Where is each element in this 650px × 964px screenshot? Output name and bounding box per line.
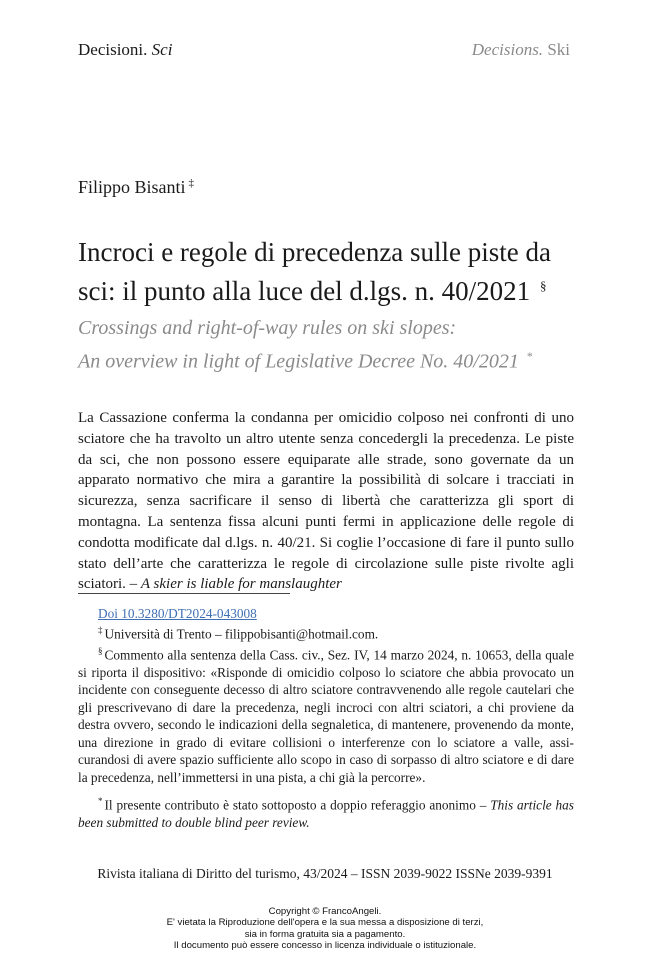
author-name: Filippo Bisanti: [78, 177, 186, 197]
abstract-italian: La Cassazione conferma la condanna per omicidio colposo nei confronti di uno sciatore che ha travolto un altro utente senza concedergli la precedenza. Le piste da sci, che non possono essere equiparate alle strade, sono governate da un apparato normativo che mira a garantire la possibilità di solcare i tracciati in sicurezza, senza sacrificare il senso di libertà che caratterizza gli sport di montagna. La sentenza fissa alcuni punti fermi in applicazione delle regole di condotta modificate dal d.lgs. n. 40/21. Si coglie l’occasione di fare il punto sullo stato dell’arte che caratterizza le regole di circolazione sulle piste rivolte agli sciatori. –: [78, 410, 574, 593]
running-header-right: [472, 40, 570, 60]
article-title: [78, 236, 578, 308]
title-line-2: sci: il punto alla luce del d.lgs. n. 40/2021 §: [78, 276, 547, 306]
subtitle-line-2: An overview in light of Legislative Decree No. 40/2021 *: [78, 349, 533, 373]
footnote-doi: [78, 605, 574, 622]
copyright-notice: [0, 906, 650, 952]
header-left-section: Sci: [151, 40, 173, 59]
author-footnote-mark[interactable]: ‡: [188, 177, 195, 189]
doi-link[interactable]: Doi 10.3280/DT2024-043008: [98, 606, 257, 621]
footnote-review: * Il presente contributo è stato sottoposto a doppio referaggio anonimo – This article has been submitted to double blind peer review.: [78, 795, 574, 830]
article-subtitle: [78, 314, 578, 376]
copyright-line-4: Il documento può essere concesso in licenza individuale o istituzionale.: [173, 940, 477, 952]
title-line-1: Incroci e regole di precedenza sulle piste da: [78, 237, 552, 267]
header-right-label: Decisions.: [471, 40, 544, 59]
footnote-comment: § Commento alla sentenza della Cass. civ., Sez. IV, 14 marzo 2024, n. 10653, della quale si riporta il dispositivo: «Risponde di omicidio colposo lo sciatore che abbia provocato un incidente con conseguente decesso di altro sciatore contravvenendo alle regole cautelari che gli prescrivevano di dare la precedenza, negli incroci con altri sciatori, a chi proviene da destra ovvero, secondo le indicazioni della segnaletica, di mantenere, provenendo da monte, una direzione in grado di evitare collisioni o interferenze con lo sciatore a valle, assi-curandosi di avere spazio sufficiente allo scopo in caso di sorpasso di altro sciatore e di dare la precedenza, nell’immettersi in una pista, a chi già la percorre».: [78, 646, 574, 785]
abstract-english: A skier is liable for manslaughter: [140, 576, 342, 593]
footnote-divider: [78, 593, 290, 594]
header-right-section: Ski: [547, 40, 570, 59]
copyright-line-2: E' vietata la Riproduzione dell'opera e la sua messa a disposizione di terzi,: [166, 917, 484, 929]
running-header-left: [78, 40, 172, 60]
author-line: [78, 177, 194, 198]
journal-info: Rivista italiana di Diritto del turismo, 43/2024 – ISSN 2039-9022 ISSNe 2039-9391: [97, 866, 553, 881]
subtitle-line-1: Crossings and right-of-way rules on ski slopes:: [78, 317, 457, 339]
header-left-label: Decisioni.: [78, 40, 148, 59]
footnote-affiliation: ‡ Università di Trento – filippobisanti@hotmail.com.: [98, 625, 379, 642]
title-footnote-mark[interactable]: §: [539, 278, 547, 293]
subtitle-footnote-mark[interactable]: *: [526, 349, 533, 363]
footnotes: [78, 605, 574, 831]
copyright-line-1: Copyright © FrancoAngeli.: [268, 906, 382, 917]
abstract-paragraph: [78, 408, 574, 595]
copyright-line-3: sia in forma gratuita sia a pagamento.: [244, 928, 406, 940]
